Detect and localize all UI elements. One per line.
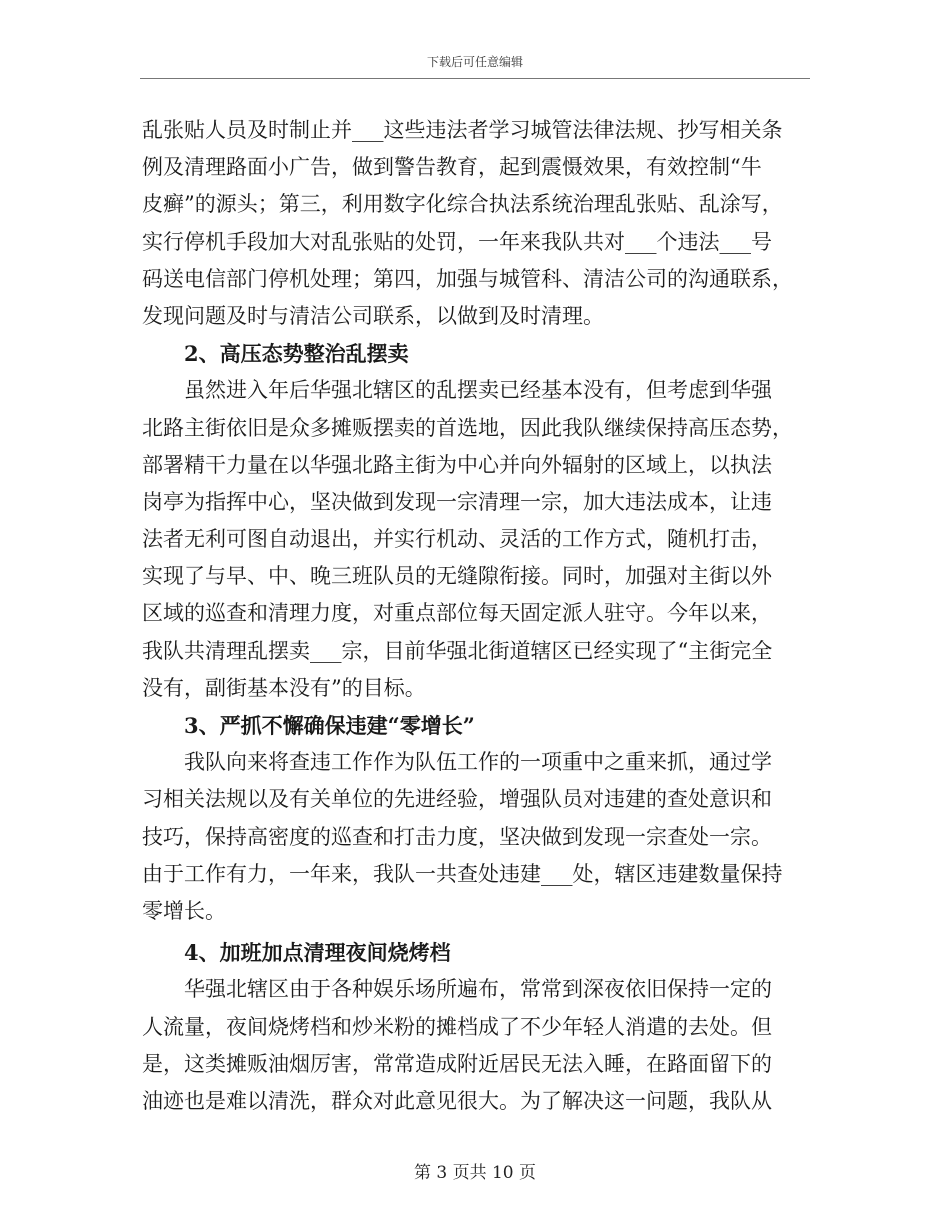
- text-line: 岗亭为指挥中心，坚决做到发现一宗清理一宗，加大违法成本，让违: [142, 489, 772, 514]
- document-body: [142, 112, 810, 1120]
- text-line: 皮癣”的源头；第三，利用数字化综合执法系统治理乱张贴、乱涂写，: [142, 192, 783, 217]
- text-line: 发现问题及时与清洁公司联系，以做到及时清理。: [142, 303, 604, 328]
- text-line: 是，这类摊贩油烟厉害，常常造成附近居民无法入睡，在路面留下的: [142, 1051, 772, 1076]
- text-line: 习相关法规以及有关单位的先进经验，增强队员对违建的查处意识和: [142, 787, 772, 812]
- text-line: 实现了与早、中、晚三班队员的无缝隙衔接。同时，加强对主街以外: [142, 564, 772, 589]
- text-line: 我队向来将查违工作作为队伍工作的一项重中之重来抓，通过学: [184, 750, 772, 775]
- paragraph-section-2: [142, 372, 810, 707]
- section-heading-4: 4、加班加点清理夜间烧烤档: [184, 940, 451, 966]
- text-line: 人流量，夜间烧烤档和炒米粉的摊档成了不少年轻人消遣的去处。但: [142, 1014, 772, 1039]
- header-divider: [140, 78, 810, 79]
- text-line: 由于工作有力，一年来，我队一共查处违建___处，辖区违建数量保持: [142, 861, 783, 886]
- text-line: 技巧，保持高密度的巡查和打击力度，坚决做到发现一宗查处一宗。: [142, 824, 772, 849]
- page-number-footer: 第 3 页共 10 页: [413, 1163, 537, 1183]
- page-header: 下载后可任意编辑: [426, 55, 523, 69]
- text-line: 码送电信部门停机处理；第四，加强与城管科、清洁公司的沟通联系，: [142, 266, 793, 291]
- paragraph-section-3: [142, 744, 810, 930]
- section-heading-3: 3、严抓不懈确保违建“零增长”: [184, 713, 475, 738]
- text-line: 乱张贴人员及时制止并___这些违法者学习城管法律法规、抄写相关条: [142, 118, 783, 142]
- text-line: 我队共清理乱摆卖___宗，目前华强北街道辖区已经实现了“主街完全: [142, 638, 773, 663]
- text-line: 油迹也是难以清洗，群众对此意见很大。为了解决这一问题，我队从: [142, 1088, 772, 1113]
- text-line: 北路主街依旧是众多摊贩摆卖的首选地，因此我队继续保持高压态势，: [142, 415, 793, 440]
- paragraph-intro: [142, 112, 810, 335]
- section-heading-2: 2、高压态势整治乱摆卖: [184, 341, 409, 367]
- text-line: 例及清理路面小广告，做到警告教育，起到震慑效果，有效控制“牛: [142, 155, 762, 180]
- paragraph-section-4: [142, 971, 810, 1120]
- text-line: 虽然进入年后华强北辖区的乱摆卖已经基本没有，但考虑到华强: [184, 378, 772, 403]
- text-line: 法者无利可图自动退出，并实行机动、灵活的工作方式，随机打击，: [142, 527, 772, 552]
- text-line: 华强北辖区由于各种娱乐场所遍布，常常到深夜依旧保持一定的: [184, 977, 772, 1002]
- text-line: 区域的巡查和清理力度，对重点部位每天固定派人驻守。今年以来，: [142, 601, 772, 626]
- text-line: 实行停机手段加大对乱张贴的处罚，一年来我队共对___个违法___号: [142, 229, 772, 254]
- text-line: 没有，副街基本没有”的目标。: [142, 675, 426, 700]
- text-line: 零增长。: [142, 898, 226, 923]
- text-line: 部署精干力量在以华强北路主街为中心并向外辐射的区域上，以执法: [142, 452, 772, 477]
